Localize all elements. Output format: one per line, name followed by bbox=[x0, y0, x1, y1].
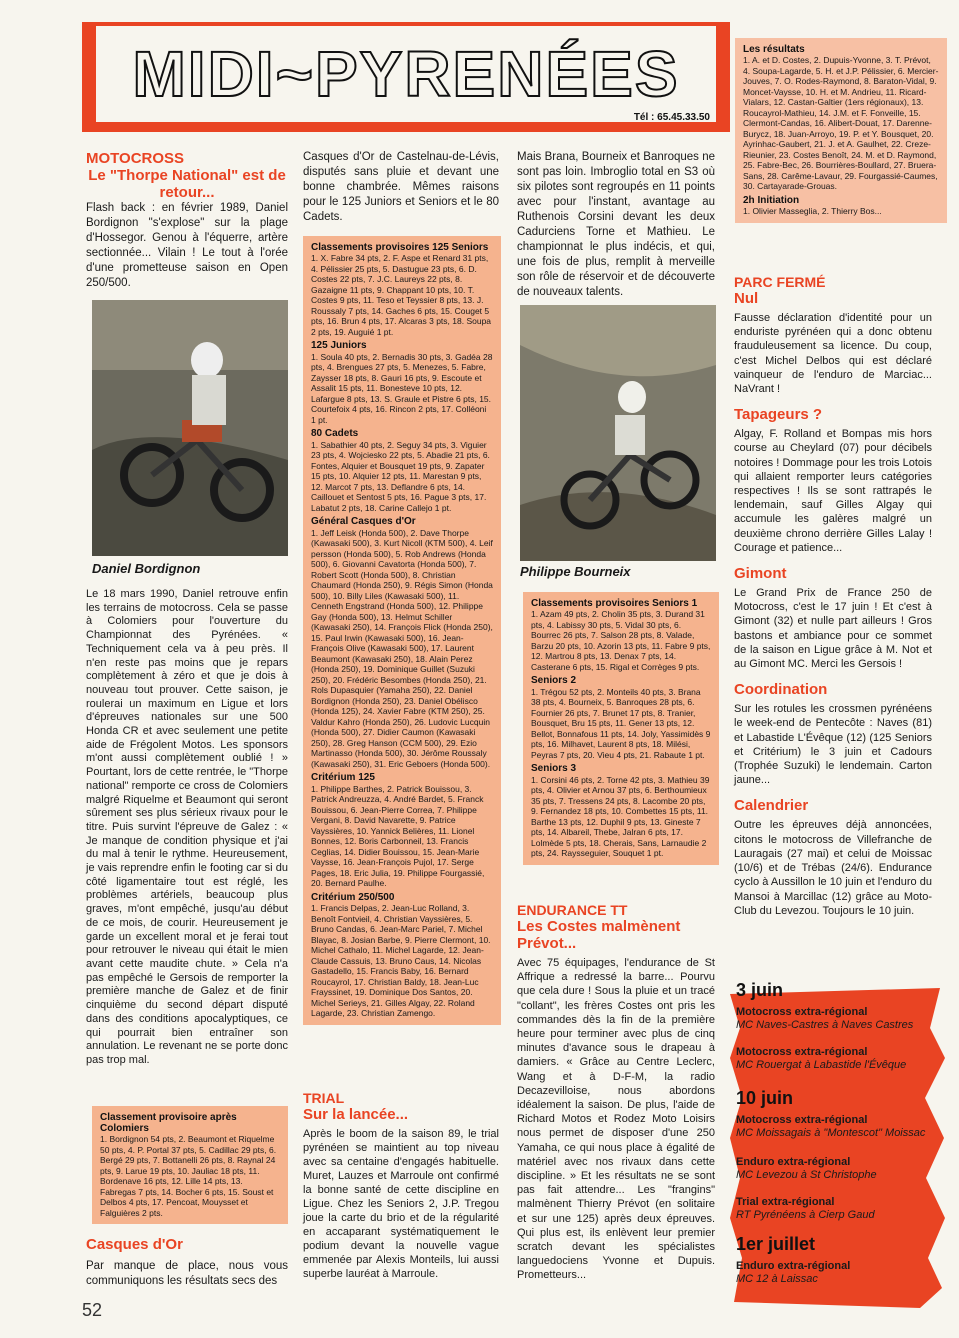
casques-section bbox=[86, 1236, 288, 1289]
results-text: 1. A. et D. Costes, 2. Dupuis-Yvonne, 3. T. Prévot, 4. Soupa-Lagarde, 5. H. et J.P. Pélissier, 6. Mercier-Jouves, 7. O. Rodes-Raymond, 8. Baraton-Vidal, 9. Moncet-Vaysse, 10. H. et M. Andrieu, 11. Ricard-Vialars, 12. Castan-Galtier (1ers régionaux), 13. Roucayrol-Mathieu, 14. J.M. et F. Fonveille, 15. Clermont-Candas, 16. Alibert-Douat, 17. Darenne-Burycz, 18. Juan-Arroyo, 19. P. et Y. Bousquet, 20. Ayrinhac-Gaubert, 21. J. et A. Gaulhet, 22. Creze-Rieunier, 23. Costes Benoît, 24. M. et D. Raymond, 25. Fabre-Bec, 26. Bourrières-Boullard, 27. Bruera-Sans, 28. Carême-Lavaur, 29. Fourgassié-Caumes, 30. Cartayarade-Grouas. bbox=[743, 55, 939, 191]
event-place: MC Levezou à St Christophe bbox=[736, 1169, 877, 1181]
trial-text: Après le boom de la saison 89, le trial pyrénéen se maintient au top niveau avec sa centaine d'engagés habituelle. Muret, Lauzes et Marroule ont confirmé la bonne santé de cette discipline en Ligue. Chez les Seniors 2, J.P. Tregou joue la carte du brio et de la régularité en accaparant systématiquement le podium devant la nouvelle vague emmenée par Alexis Monteils, lui aussi superbe lauréat à Marroule. bbox=[303, 1128, 499, 1280]
cr125-title: Critérium 125 bbox=[311, 772, 375, 783]
calendar-item bbox=[736, 1006, 946, 1032]
calendar-item bbox=[736, 1156, 946, 1182]
general-text: 1. Jeff Leisk (Honda 500), 2. Dave Thorpe (Kawasaki 500), 3. Kurt Nicoll (KTM 500), 4. Leif persson (Honda 500), 5. Rob Andrews (Honda 500), 6. Giovanni Cavatorta (Honda 500), 7. Robert Scott (Honda 500), 8. Christian Chaumard (Honda 250), 9. Régis Simon (Honda 500), 10. Billy Liles (Kawasaki 500), 11. Cenneth Engstrand (Honda 500), 12. Philippe Gay (Honda 500), 13. Helmut Schiller (Kawasaki 250), 14. François Flick (Honda 250), 15. Paul Irwin (Kawasaki 500), 16. Jean-François Olive (Kawasaki 500), 17. Laurent Beaumont (Kawasaki 250), 18. Alain Perez (Honda 250), 19. Dominique Guillet (Suzuki 250), 20. Frédéric Besombes (Honda 250), 21. Rols Dupasquier (Yamaha 250), 22. Daniel Bordignon (Honda 250), 23. Daniel Obélisco (Honda 125), 24. Xavier Fabre (KTM 250), 25. Valdur Kahro (Honda 250), 26. Ludovic Lucquin (Honda 500), 27. Didier Caumon (Kawasaki 250), 28. Greg Hanson (CCM 500), 29. Ezio Martinasso (Honda 500), 30. Jérôme Roussaly (Kawasaki 250), 31. Eric Geboers (Honda 500). bbox=[311, 527, 493, 769]
parc-kicker: PARC FERMÉ bbox=[734, 274, 826, 290]
s3-title: Seniors 3 bbox=[531, 763, 577, 774]
classement-colomiers-box bbox=[92, 1106, 288, 1224]
calendar-date-2: 10 juin bbox=[736, 1088, 794, 1108]
event-type: Motocross extra-régional bbox=[736, 1006, 868, 1018]
calendar-date-1: 3 juin bbox=[736, 980, 784, 1000]
motocross-kicker: MOTOCROSS bbox=[86, 150, 185, 167]
coordination-head: Coordination bbox=[734, 681, 828, 699]
box-title: Classements provisoires Seniors 1 bbox=[531, 598, 698, 609]
trial-kicker: TRIAL bbox=[303, 1090, 345, 1106]
j125-title: 125 Juniors bbox=[311, 340, 367, 351]
page-number: 52 bbox=[82, 1300, 103, 1320]
trial-photo-illustration bbox=[520, 305, 716, 561]
seniors-results-box bbox=[523, 592, 719, 865]
j125-text: 1. Soula 40 pts, 2. Bernadis 30 pts, 3. Gadéa 28 pts, 4. Brengues 27 pts, 5. Menezes, 5. Fabre, Zaysser 18 pts, 8. Gauri 16 pts, 9. Escoute et Assalit 15 pts, 11. Bonesteve 10 pts, 12. Lafargue 8 pts, 13. S. Graule et Pistre 6 pts, 15. Courtefoix 4 pts, 16. Rincon 2 pts, 17. Colléoni 1 pt. bbox=[311, 351, 493, 425]
endurance-results-box bbox=[735, 38, 947, 223]
casques-head: Casques d'Or bbox=[86, 1236, 183, 1253]
results-title: Les résultats bbox=[743, 44, 805, 55]
column-3-intro bbox=[517, 150, 715, 300]
calendrier-head: Calendrier bbox=[734, 797, 809, 815]
calendrier-text: Outre les épreuves déjà annoncées, citons le motocross de Villefranche de Lauragais (27 mai) et celui de Moissac (10/6) et de Trébas (24/6). Endurance cyclo à Aussillon le 10 juin et l'enduro du Mansoi à Marcillac (12) grâce au Moto-Club du Levezou. Toujours le 10 juin. bbox=[734, 819, 932, 917]
event-place: RT Pyrénéens à Cierp Gaud bbox=[736, 1209, 875, 1221]
calendar-block bbox=[730, 978, 950, 1318]
event-place: MC Moissagais à "Montescot" Moissac bbox=[736, 1127, 926, 1139]
event-type: Enduro extra-régional bbox=[736, 1260, 851, 1272]
event-place: MC 12 à Laissac bbox=[736, 1273, 818, 1285]
event-type: Trial extra-régional bbox=[736, 1196, 835, 1208]
event-type: Motocross extra-régional bbox=[736, 1114, 868, 1126]
parc-text: Fausse déclaration d'identité pour un enduriste pyrénéen qui a donc obtenu frauduleusement sa licence. Du coup, c'est Michel Delbos qui est déclaré vainqueur de l'enduro de Marciac... NaVrant ! bbox=[734, 312, 932, 396]
gimont-text: Le Grand Prix de France 250 de Motocross, c'est le 17 juin ! Et c'est à Gimont (32) et nulle part ailleurs ! Gros bastons et ambiance pour ce sommet de la saison en Ligue grâce à M. Not et au Gimont MC. Merci les Gersois ! bbox=[734, 587, 932, 671]
motocross-headline: Le "Thorpe National" est de retour... bbox=[88, 167, 286, 201]
s1-text: 1. Azam 49 pts, 2. Cholin 35 pts, 3. Durand 31 pts, 4. Labissy 30 pts, 5. Vidal 30 pts, 6. Bourrec 26 pts, 7. Salson 28 pts, 8. Valade, Barzu 20 pts, 10. Azorin 13 pts, 11. Fabre 9 pts, 12. Martrou 8 pts, 13. Denax 7 pts, 14. Casterane 6 pts, 15. Rigal et Corrèges 9 pts. bbox=[531, 609, 711, 672]
initiation-text: 1. Olivier Masseglia, 2. Thierry Bos... bbox=[743, 206, 882, 216]
col3-intro-text: Mais Brana, Bourneix et Banroques ne sont pas loin. Imbroglio total en S3 où six pilotes sont regroupés en 11 points avec pour l'instant, avantage au Ruthenois Corsini devant les deux Cadurciens Torne et Mathieu. Le championnat le plus indécis, et qui, une fois de plus, remplit à merveille son rôle de réservoir et de découverte de nouveaux talents. bbox=[517, 151, 715, 298]
trial-head: Sur la lancée... bbox=[303, 1106, 409, 1123]
endurance-head: Les Costes malmènent Prévot... bbox=[517, 918, 681, 952]
s3-text: 1. Corsini 46 pts, 2. Torne 42 pts, 3. Mathieu 39 pts, 4. Olivier et Arnou 37 pts, 6. Berthoumieux 35 pts, 7. Tressens 24 pts, 8. Lacombe 20 pts, 9. Fernandez 18 pts, 10. Combettes 15 pts, 11. Barthe 13 pts, 12. Duphil 9 pts, 13. Gineste 7 pts, 14. Albareil, Thebe, Jalran 6 pts, 17. Lolmède 5 pts, 18. Cherais, Sans, Larnaudie 2 pts, 24. Raysseguier, Souquet 1 pt. bbox=[531, 774, 710, 858]
motocross-photo-illustration bbox=[92, 300, 288, 556]
coordination-text: Sur les rotules les crossmen pyrénéens le week-end de Pentecôte : Naves (81) et Labastide L'Évêque (12) (125 Seniors et Critérium) le 3 juin et Cadours (Trophée Suzuki) le lendemain. Carton jaune... bbox=[734, 703, 932, 787]
cr250-text: 1. Francis Delpas, 2. Jean-Luc Rolland, 3. Benoît Fontvieil, 4. Christian Vayssières, 5. Bruno Candas, 6. Jean-Marc Pariel, 7. Michel Blayac, 8. Josian Barbe, 9. Pierre Clermont, 10. Michel Cathalo, 11. Michel Lagarde, 12. Jean-Claude Cassuis, 13. Bruno Caus, 14. Nicolas Gastadello, 15. Francis Baby, 16. Bernard Roucayrol, 17. Christian Baldy, 18. Jean-Luc Frayssinet, 19. Dominique Dos Santos, 20. Michel Serieys, 21. Gilles Algay, 22. Roland Lagarde, 23. Christian Zamengo. bbox=[311, 903, 491, 1018]
s2-title: Seniors 2 bbox=[531, 675, 577, 686]
calendar-item bbox=[736, 1114, 946, 1140]
tapageurs-head: Tapageurs ? bbox=[734, 406, 823, 424]
box-title: Classement provisoire après Colomiers bbox=[100, 1112, 237, 1134]
column-2-intro bbox=[303, 150, 499, 225]
event-place: MC Rouergat à Labastide l'Évêque bbox=[736, 1059, 907, 1071]
c80-text: 1. Sabathier 40 pts, 2. Seguy 34 pts, 3. Viguier 23 pts, 4. Wojciesko 22 pts, 5. Abadie 21 pts, 6. Fontes, Alquier et Bousquet 19 pts, 9. Zapater 15 pts, 10. Alquier 12 pts, 11. Marestan 9 pts, 12. Marcot 7 pts, 13. Deflandre 6 pts, 14. Caillouet et Sentost 5 pts, 16. Pague 3 pts, 17. Labatut 2 pts, 18. Carine Callejo 1 pt. bbox=[311, 439, 490, 513]
calendar-item bbox=[736, 1046, 946, 1072]
calendar-item bbox=[736, 1260, 946, 1286]
casques-text: Par manque de place, nous vous communiquons les résultats secs des bbox=[86, 1260, 288, 1287]
event-place: MC Naves-Castres à Naves Castres bbox=[736, 1019, 914, 1031]
motocross-intro: Flash back : en février 1989, Daniel Bordignon "s'explose" sur la plage d'Hossegor. Genou à l'équerre, artère sectionnée... Vilain ! Le tout à l'orée d'une prometteuse saison en Open 250/500. bbox=[86, 202, 288, 289]
photo-philippe-bourneix bbox=[520, 305, 716, 561]
motocross-body-text: Le 18 mars 1990, Daniel retrouve enfin les terrains de motocross. Cela se passe à Colomiers pour l'ouverture du Championnat des Pyrénées. « Techniquement cela va à peu près. Il n'en reste pas moins que je repars complètement à zéro et que je dois à nouveau tout prouver. Cette saison, je roulerai un maximum en Ligue et lors d'épreuves nationales sur une 500 Honda CR et avec seulement une petite aide de Frégolent Motos. Les sponsors m'ont aussi complètement oublié ! » Pourtant, lors de cette rentrée, le "Thorpe national" remporte ce cross de Colomiers malgré Riquelme et Beaumont qui seront sûrement ses plus sérieux rivaux pour le titre. Puis survint l'épreuve de Galez : « Je manque de condition physique et j'ai du mal à tenir le rythme. Heureusement, je vais reprendre enfin le footing car si du côté ligamentaire tout est réglé, les problèmes artériels, beaucoup plus graves, m'ont empêché, jusqu'au début de ce mois, de courir. Heureusement je garde un excellent moral et je ferai tout pour retrouver le niveau qui était le mien avant cette maudite chute. » Cela n'a pas empêché le Gersois de remporter la première manche de Galez et de finir cinquième du second départ disputé dans des conditions apocalyptiques, ce qui pourrait bien entraîner son annulation. Le revenant ne se porte donc pas trop mal. bbox=[86, 588, 289, 1066]
general-title: Général Casques d'Or bbox=[311, 516, 416, 527]
header-phone: Tél : 65.45.33.50 bbox=[633, 112, 710, 123]
column-4-news bbox=[734, 274, 932, 918]
motocross-body bbox=[86, 588, 288, 1068]
endurance-kicker: ENDURANCE TT bbox=[517, 902, 628, 918]
header-title-panel bbox=[96, 26, 716, 122]
page-title: MIDI~PYRENÉES bbox=[132, 38, 680, 110]
box-text: 1. Bordignon 54 pts, 2. Beaumont et Riquelme 50 pts, 4. P. Portal 37 pts, 5. Cadillac 29 pts, 6. Bergé 29 pts, 7. Bottanelli 26 pts, 8. Raynal 24 pts, 9. Larue 19 pts, 10. Jauliac 18 pts, 11. Bordenave 16 pts, 12. Lille 14 pts, 13. Fabregas 7 pts, 14. Bocher 6 pts, 15. Soust et Delbos 4 pts, 17. Pencoat, Mouysset et Falguières 2 pts. bbox=[100, 1134, 277, 1218]
column-1 bbox=[86, 150, 288, 291]
s2-text: 1. Trégou 52 pts, 2. Monteils 40 pts, 3. Brana 38 pts, 4. Bourneix, 5. Banroques 28 pts, 6. Fournier 26 pts, 7. Brunet 17 pts, 8. Tranier, Bousquet, Bru 15 pts, 11. Gener 13 pts, 12. Bellot, Bonnafous 11 pts, 14. Joly, Yassimidès 9 pts, 16. Milhavet, Laurent 8 pts, 18. Milési, Peyras 7 pts, 20. Vieu 4 pts, 21. Rabaute 1 pt. bbox=[531, 686, 711, 760]
endurance-text: Avec 75 équipages, l'endurance de St Affrique a redressé la barre... Pourvu que cela dure ! Sous la pluie et un tracé "collant", les frères Costes ont pris les commandes dès la fin de la première heure pour terminer avec plus de cinq minutes d'avance sous le drapeau à damiers. « Grâce au Centre Leclerc, Wang et à D-F-M, la radio Decazevilloise, nous abordons idéalement la saison. De plus, l'aide de Richard Motos et Rodez Moto Loisirs nous permet de disposer d'une 250 Yamaha, ce qui nous place à égalité de matériel avec nos rivaux dans cette discipline. » Et les résultats ne se sont pas fait attendre... Les "frangins" malmènent Thierry Prévot (en solitaire et sur une 125) après deux épreuves. Qui plus est, ils enlèvent leur premier scratch devant les spécialistes languedociens Yvonne et Dupuis. Prometteurs... bbox=[517, 957, 715, 1282]
cr250-title: Critérium 250/500 bbox=[311, 891, 395, 903]
calendar-date-3: 1er juillet bbox=[736, 1234, 816, 1254]
photo-caption-bourneix: Philippe Bourneix bbox=[520, 564, 631, 579]
casques-results-box bbox=[303, 236, 501, 1025]
calendar-item bbox=[736, 1196, 946, 1222]
endurance-section bbox=[517, 902, 715, 1283]
cr125-text: 1. Philippe Barthes, 2. Patrick Bouissou, 3. Patrick Andreuzza, 4. André Bardet, 5. Franck Bouissou, 6. Jean-Pierre Correa, 7. Philippe Vergani, 8. David Navarette, 9. Patrice Vayssières, 10. Yannick Belières, 11. Lionel Bonnes, 12. Boris Carbonneil, 13. Francis Ceglias, 14. Didier Bouissou, 15. Jean-Marie Vaysse, 16. Jean-François Pujol, 17. Serge Pages, 18. Eric Julia, 19. Philippe Fourgassié, 20. Bernard Paulhe. bbox=[311, 783, 485, 888]
trial-section bbox=[303, 1090, 499, 1281]
event-type: Motocross extra-régional bbox=[736, 1046, 868, 1058]
tapageurs-text: Algay, F. Rolland et Bompas mis hors course au Cheylard (07) pour décibels notoires ! Dommage pour les trois Lotois qui allaient remporter leurs catégories respectives ! Ils se sont rattrapés le lendemain, sauf Gilles Algay qui accumule les galères malgré un deuxième chrono derrière Gilles Lalay ! Courage et patience... bbox=[734, 428, 932, 554]
parc-head: Nul bbox=[734, 290, 759, 307]
event-type: Enduro extra-régional bbox=[736, 1156, 851, 1168]
photo-daniel-bordignon bbox=[92, 300, 288, 556]
gimont-head: Gimont bbox=[734, 565, 787, 583]
c80-title: 80 Cadets bbox=[311, 428, 359, 439]
col2-intro-text: Casques d'Or de Castelnau-de-Lévis, disputés sans pluie et devant une bonne chambrée. Mêmes raisons pour le 125 Juniors et Seniors et le 80 Cadets. bbox=[303, 151, 499, 223]
s125-text: 1. X. Fabre 34 pts, 2. F. Aspe et Renard 31 pts, 4. Pélissier 25 pts, 5. Dastugue 23 pts, 6. D. Costes 22 pts, 7. J.C. Laureys 22 pts, 8. Gazaigne 11 pts, 9. Chappant 10 pts, 10. T. Costes 9 pts, 11. Teso et Teyssier 8 pts, 13. J. Roussaly 7 pts, 14. Gaches 6 pts, 15. Couget 5 pts, 16. Brun 4 pts, 17. Alcaras 3 pts, 18. Soupa 2 pts, 19. Auguié 1 pt. bbox=[311, 253, 492, 337]
photo-caption-bordignon: Daniel Bordignon bbox=[92, 561, 201, 576]
initiation-title: 2h Initiation bbox=[743, 194, 800, 206]
box-title: Classements provisoires 125 Seniors bbox=[311, 242, 489, 253]
